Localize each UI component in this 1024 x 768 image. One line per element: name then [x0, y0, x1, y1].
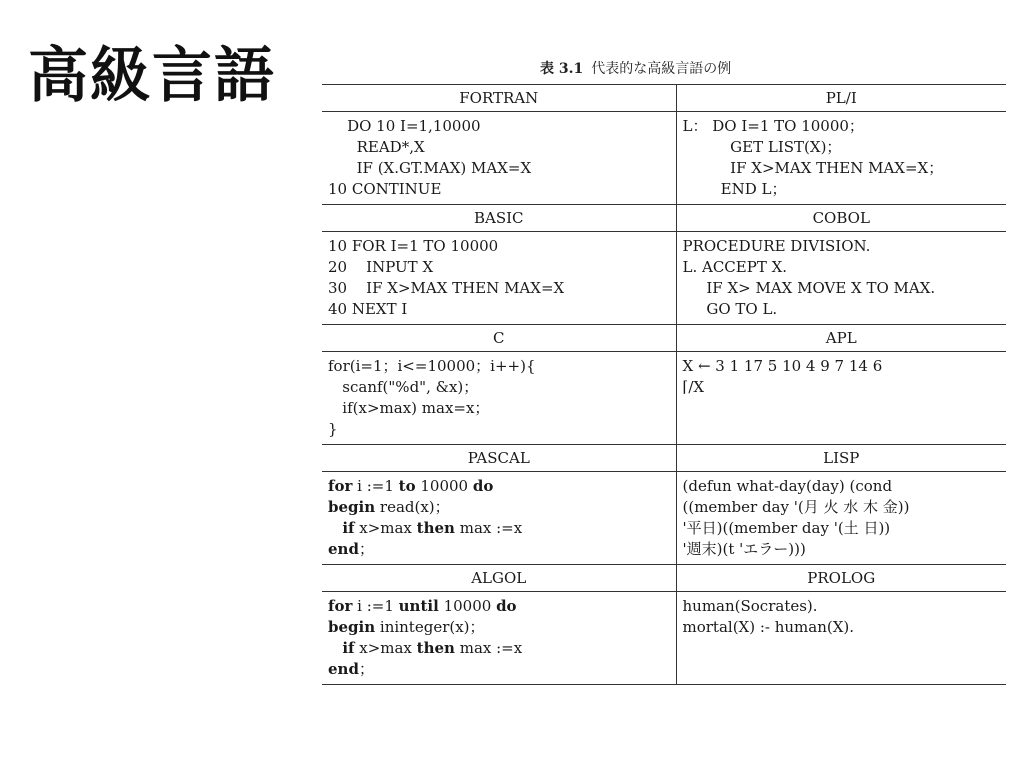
code-example — [676, 592, 1006, 685]
code-line: scanf("%d", &x)； — [328, 378, 479, 396]
code-text: ； — [358, 660, 374, 678]
code-text — [328, 639, 342, 657]
language-example-table — [322, 84, 1006, 685]
code-text: ； — [358, 540, 374, 558]
code-text: x>max — [354, 519, 417, 537]
code-line: IF X>MAX THEN MAX=X； — [682, 159, 944, 177]
caption-number: 表 3.1 — [540, 61, 584, 77]
code-example — [676, 112, 1006, 205]
code-line — [328, 539, 670, 560]
code-line: L. ACCEPT X. — [682, 258, 788, 276]
code-line — [328, 497, 670, 518]
code-line: READ*,X — [328, 138, 425, 156]
code-example — [676, 472, 1006, 565]
language-name: PROLOG — [676, 565, 1006, 592]
language-name: PASCAL — [322, 445, 676, 472]
caption-title: 代表的な高級言語の例 — [591, 61, 732, 77]
code-line: 10 FOR I=1 TO 10000 — [328, 237, 499, 255]
language-code-row — [322, 352, 1006, 445]
language-code-row — [322, 112, 1006, 205]
code-keyword: to — [398, 477, 416, 495]
code-text: read(x)； — [375, 498, 450, 516]
language-name: PL/I — [676, 85, 1006, 112]
code-line: PROCEDURE DIVISION. — [682, 237, 871, 255]
language-code-row — [322, 472, 1006, 565]
code-keyword: if — [342, 519, 355, 537]
code-line: ((member day '(月 火 水 木 金)) — [682, 498, 910, 516]
code-line — [328, 596, 670, 617]
code-text: i :=1 — [352, 477, 399, 495]
code-line: '平日)((member day '(土 日)) — [682, 519, 891, 537]
code-line: DO 10 I=1,10000 — [328, 117, 481, 135]
language-header-row — [322, 565, 1006, 592]
code-keyword: until — [398, 597, 439, 615]
language-name: APL — [676, 325, 1006, 352]
slide-title: 高級言語 — [28, 41, 276, 111]
code-text: max :=x — [454, 519, 523, 537]
code-keyword: for — [328, 477, 353, 495]
code-text: max :=x — [454, 639, 523, 657]
code-line: '週末)(t 'エラー))) — [682, 540, 806, 558]
code-keyword: do — [472, 477, 494, 495]
code-line: GO TO L. — [682, 300, 778, 318]
code-keyword: begin — [328, 498, 376, 516]
code-keyword: end — [328, 660, 359, 678]
code-line — [328, 617, 670, 638]
language-code-row — [322, 232, 1006, 325]
code-line: 40 NEXT I — [328, 300, 408, 318]
code-text: x>max — [354, 639, 417, 657]
code-line — [328, 659, 670, 680]
code-text — [328, 519, 342, 537]
code-line: X ← 3 1 17 5 10 4 9 7 14 6 — [682, 357, 883, 375]
code-keyword: end — [328, 540, 359, 558]
language-header-row — [322, 325, 1006, 352]
code-line — [328, 518, 670, 539]
code-line: 20 INPUT X — [328, 258, 434, 276]
code-example — [322, 352, 676, 445]
code-line: L： DO I=1 TO 10000； — [682, 117, 864, 135]
code-text: ininteger(x)； — [375, 618, 485, 636]
code-line: 10 CONTINUE — [328, 180, 442, 198]
code-example — [322, 592, 676, 685]
language-header-row — [322, 85, 1006, 112]
code-keyword: for — [328, 597, 353, 615]
code-line: (defun what-day(day) (cond — [682, 477, 893, 495]
code-line: GET LIST(X)； — [682, 138, 842, 156]
code-keyword: begin — [328, 618, 376, 636]
language-code-row — [322, 592, 1006, 685]
code-example — [676, 232, 1006, 325]
code-text: 10000 — [415, 477, 473, 495]
code-keyword: do — [496, 597, 517, 615]
code-example — [322, 472, 676, 565]
code-line: 30 IF X>MAX THEN MAX=X — [328, 279, 565, 297]
language-name: C — [322, 325, 676, 352]
code-line — [328, 476, 670, 497]
code-line: mortal(X) :- human(X). — [682, 618, 855, 636]
code-line: IF X> MAX MOVE X TO MAX. — [682, 279, 936, 297]
language-name: COBOL — [676, 205, 1006, 232]
table-caption — [540, 58, 731, 78]
code-line: human(Socrates). — [682, 597, 818, 615]
code-example — [676, 352, 1006, 445]
code-line: for(i=1；i<=10000；i++){ — [328, 357, 536, 375]
code-example — [322, 112, 676, 205]
code-keyword: then — [416, 639, 455, 657]
code-text: i :=1 — [352, 597, 399, 615]
code-line: ⌈/X — [682, 378, 705, 396]
code-line: if(x>max) max=x； — [328, 399, 490, 417]
language-name: FORTRAN — [322, 85, 676, 112]
code-line: END L； — [682, 180, 787, 198]
language-name: BASIC — [322, 205, 676, 232]
code-text: 10000 — [438, 597, 497, 615]
language-name: ALGOL — [322, 565, 676, 592]
code-line: } — [328, 420, 338, 438]
language-header-row — [322, 205, 1006, 232]
code-example — [322, 232, 676, 325]
code-line — [328, 638, 670, 659]
code-line: IF (X.GT.MAX) MAX=X — [328, 159, 532, 177]
code-keyword: if — [342, 639, 355, 657]
code-keyword: then — [416, 519, 455, 537]
language-header-row — [322, 445, 1006, 472]
language-name: LISP — [676, 445, 1006, 472]
